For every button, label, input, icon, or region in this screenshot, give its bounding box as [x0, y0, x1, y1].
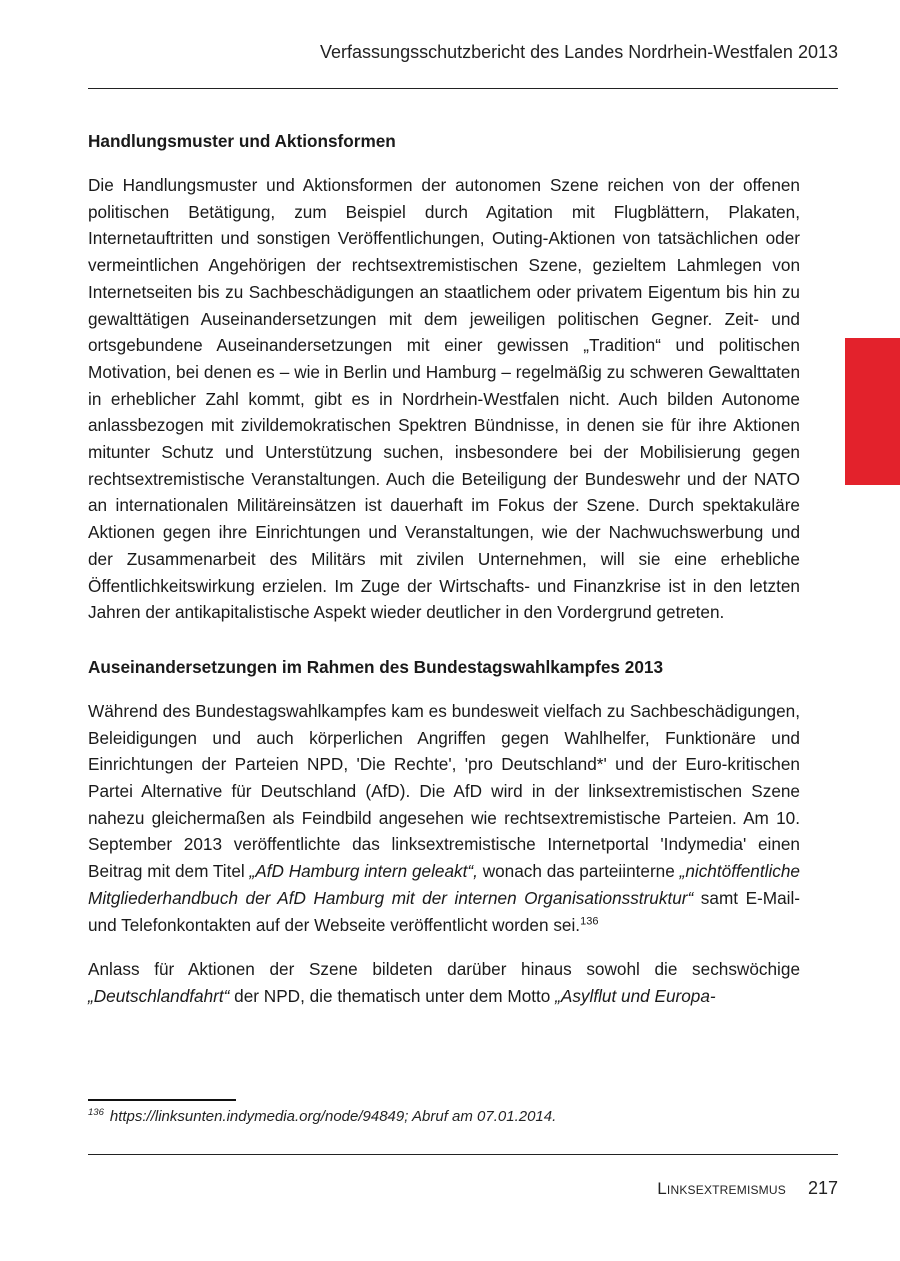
running-header: Verfassungsschutzbericht des Landes Nordrhein-Westfalen 2013	[320, 42, 838, 62]
italic-quote: „Asylflut und Europa-	[555, 985, 716, 1006]
section-heading-bundestagswahlkampf: Auseinandersetzungen im Rahmen des Bundestagswahlkampfes 2013	[88, 656, 664, 677]
footer-section-name: Linksextremismus	[657, 1179, 786, 1198]
page-number: 217	[807, 1178, 838, 1198]
page-footer	[657, 1178, 838, 1199]
footnote-text[interactable]: https://linksunten.indymedia.org/node/94849; Abruf am 07.01.2014.	[109, 1108, 557, 1125]
italic-quote: „nichtöffentliche Mitgliederhandbuch der AfD Hamburg mit der internen Organisationsstruktur“	[88, 861, 800, 908]
text-run: der NPD, die thematisch unter dem Motto	[229, 985, 556, 1006]
footnote-rule	[88, 1099, 236, 1101]
text-run: samt E-Mail- und Telefonkontakten auf der Webseite veröffentlicht worden sei.	[88, 887, 800, 935]
header-rule	[88, 88, 838, 89]
text-run: wonach das parteiinterne	[477, 861, 680, 882]
footnote-number: 136	[88, 1107, 104, 1118]
text-run: Anlass für Aktionen der Szene bildeten darüber hinaus sowohl die sechswöchige	[88, 959, 800, 980]
footnote	[88, 1108, 556, 1125]
footnote-reference[interactable]: 136	[580, 914, 599, 927]
section-heading-handlungsmuster: Handlungsmuster und Aktionsformen	[88, 131, 396, 151]
italic-quote: „Deutschlandfahrt“	[88, 985, 230, 1006]
paragraph-handlungsmuster: Die Handlungsmuster und Aktionsformen der autonomen Szene reichen von der offenen politischen Betätigung, zum Beispiel durch Agitation mit Flugblättern, Plakaten, Internetauftritten und sonstigen Veröffentlichungen, Outing-Aktionen von tatsächlichen oder vermeintlichen Angehörigen der rechtsextremistischen Szene, gezieltem Lahmlegen von Internetseiten bis zu Sachbeschädigungen an staatlichem oder privatem Eigentum bis hin zu gewalttätigen Auseinandersetzungen mit dem jeweiligen politischen Gegner. Zeit- und ortsgebundene Auseinandersetzungen mit einer gewissen „Tradition“ und politischen Motivation, bei denen es – wie in Berlin und Hamburg – regelmäßig zu schweren Gewalttaten in erheblicher Zahl kommt, gibt es in Nordrhein-Westfalen nicht. Auch bilden Autonome anlassbezogen mit zivildemokratischen Spektren Bündnisse, in denen sie für ihre Aktionen mitunter Schutz und Unterstützung suchen, insbesondere bei der Mobilisierung gegen rechtsextremistische Veranstaltungen. Auch die Beteiligung der Bundeswehr und der NATO an internationalen Militäreinsätzen ist dauerhaft im Fokus der Szene. Durch spektakuläre Aktionen gegen ihre Einrichtungen und Veranstaltungen, wie der Nachwuchswerbung und der Zusammenarbeit des Militärs mit zivilen Unternehmen, will sie eine erhebliche Öffentlichkeitswirkung erzielen. Im Zuge der Wirtschafts- und Finanzkrise ist in den letzten Jahren der antikapitalistische Aspekt wieder deutlicher in den Vordergrund getreten.	[88, 175, 800, 623]
paragraph-anlass	[88, 956, 800, 1009]
main-content	[88, 128, 800, 1010]
italic-quote: „AfD Hamburg intern geleakt“,	[249, 861, 478, 882]
text-run: Während des Bundestagswahlkampfes kam es bundesweit vielfach zu Sachbeschädigungen, Beleidigungen und auch körperlichen Angriffen gegen Wahlhelfer, Funktionäre und Einrichtungen der Parteien NPD, 'Die Rechte', 'pro Deutschland*' und der Euro-kritischen Partei Alternative für Deutschland (AfD). Die AfD wird in der linksextremistischen Szene nahezu gleichermaßen als Feindbild angesehen wie rechtsextremistische Parteien. Am 10. September 2013 veröffentlichte das linksextremistische Internetportal 'Indymedia' einen Beitrag mit dem Titel	[88, 700, 800, 882]
paragraph-wahlkampf	[88, 698, 800, 938]
section-color-tab	[845, 338, 900, 485]
footer-rule	[88, 1154, 838, 1155]
